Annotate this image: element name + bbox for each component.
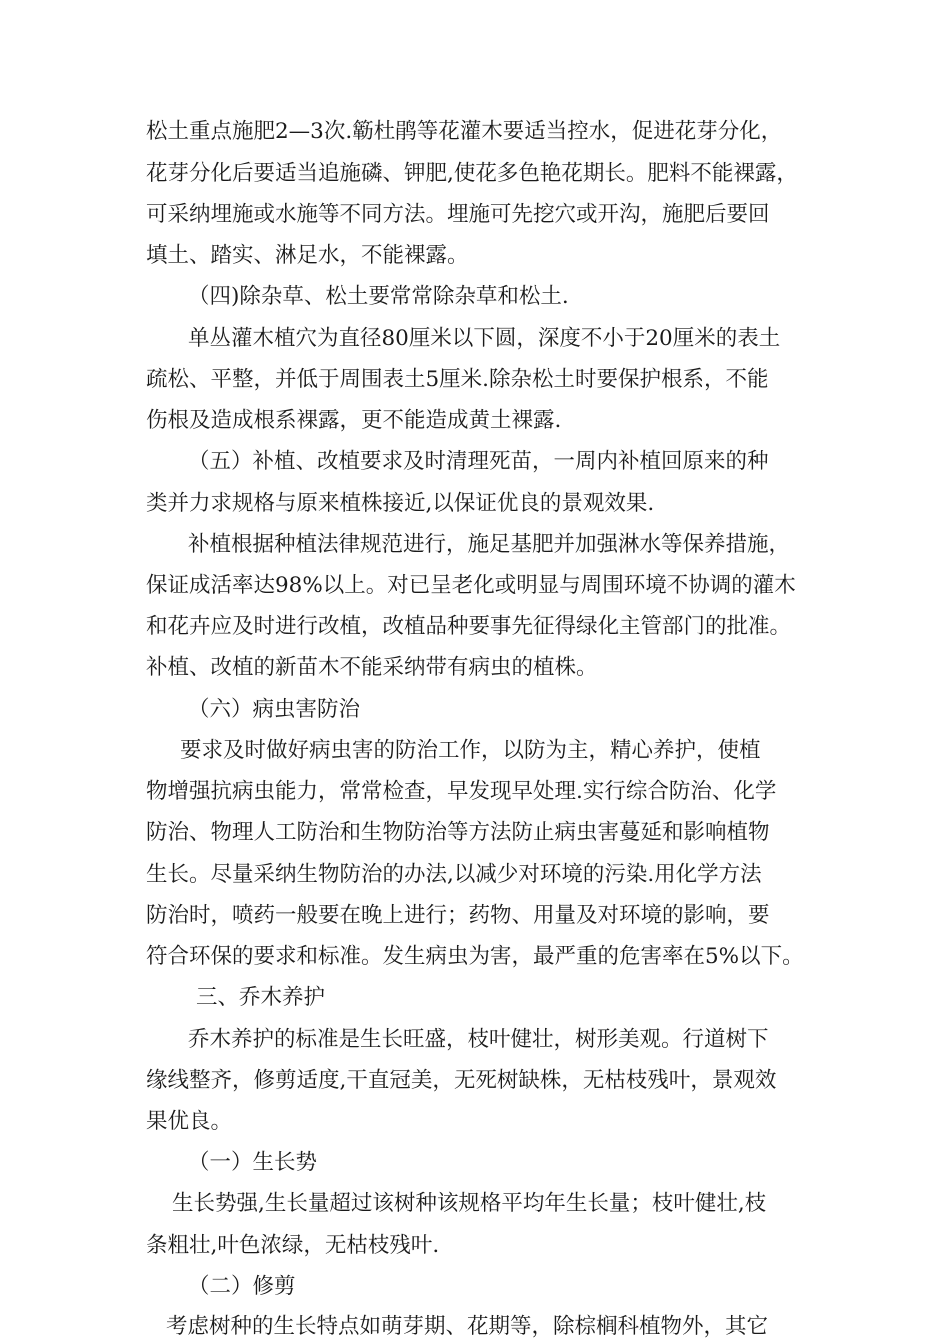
text-line: 伤根及造成根系裸露，更不能造成黄土裸露. xyxy=(146,408,562,433)
text-line: 类并力求规格与原来植株接近,以保证优良的景观效果. xyxy=(146,491,655,516)
text-line: 和花卉应及时进行改植，改植品种要事先征得绿化主管部门的批准。 xyxy=(146,614,792,639)
section-heading: （二）修剪 xyxy=(188,1274,296,1299)
text-line: 填土、踏实、淋足水，不能裸露。 xyxy=(146,243,469,268)
text-line: 乔木养护的标准是生长旺盛，枝叶健壮，树形美观。行道树下 xyxy=(188,1027,769,1052)
text-line: 物增强抗病虫能力，常常检查，早发现早处理.实行综合防治、化学 xyxy=(146,779,777,804)
text-line: 果优良。 xyxy=(146,1109,233,1134)
text-line: 条粗壮,叶色浓绿，无枯枝残叶. xyxy=(146,1233,440,1258)
section-heading: （四)除杂草、松土要常常除杂草和松土. xyxy=(188,284,569,309)
text-line: 符合环保的要求和标准。发生病虫为害，最严重的危害率在5%以下。 xyxy=(146,944,804,969)
text-line: 防治时，喷药一般要在晚上进行；药物、用量及对环境的影响，要 xyxy=(146,903,770,928)
text-line: 生长势强,生长量超过该树种该规格平均年生长量；枝叶健壮,枝 xyxy=(172,1191,767,1216)
text-line: 生长。尽量采纳生物防治的办法,以减少对环境的污染.用化学方法 xyxy=(146,862,762,887)
text-line: 缘线整齐，修剪适度,干直冠美，无死树缺株，无枯枝残叶，景观效 xyxy=(146,1068,777,1093)
section-heading: 三、乔木养护 xyxy=(196,985,326,1010)
text-line: 补植、改植的新苗木不能采纳带有病虫的植株。 xyxy=(146,655,598,680)
text-line: 松土重点施肥2—3次.簕杜鹃等花灌木要适当控水，促进花芽分化， xyxy=(146,119,783,144)
text-line: 防治、物理人工防治和生物防治等方法防止病虫害蔓延和影响植物 xyxy=(146,820,770,845)
text-line: 考虑树种的生长特点如萌芽期、花期等，除棕榈科植物外，其它 xyxy=(166,1314,769,1339)
text-line: 疏松、平整，并低于周围表土5厘米.除杂松土时要保护根系，不能 xyxy=(146,367,769,392)
text-line: 单丛灌木植穴为直径80厘米以下圆，深度不小于20厘米的表土 xyxy=(188,326,781,351)
text-line: 保证成活率达98%以上。对已呈老化或明显与周围环境不协调的灌木 xyxy=(146,573,796,598)
text-line: 要求及时做好病虫害的防治工作，以防为主，精心养护，使植 xyxy=(180,738,761,763)
text-line: 花芽分化后要适当追施磷、钾肥,使花多色艳花期长。肥料不能裸露， xyxy=(146,161,798,186)
section-heading: （五）补植、改植要求及时清理死苗，一周内补植回原来的种 xyxy=(188,449,769,474)
section-heading: （六）病虫害防治 xyxy=(188,697,361,722)
text-line: 可采纳埋施或水施等不同方法。埋施可先挖穴或开沟，施肥后要回 xyxy=(146,202,770,227)
text-line: 补植根据种植法律规范进行，施足基肥并加强淋水等保养措施， xyxy=(188,532,791,557)
section-heading: （一）生长势 xyxy=(188,1150,318,1175)
